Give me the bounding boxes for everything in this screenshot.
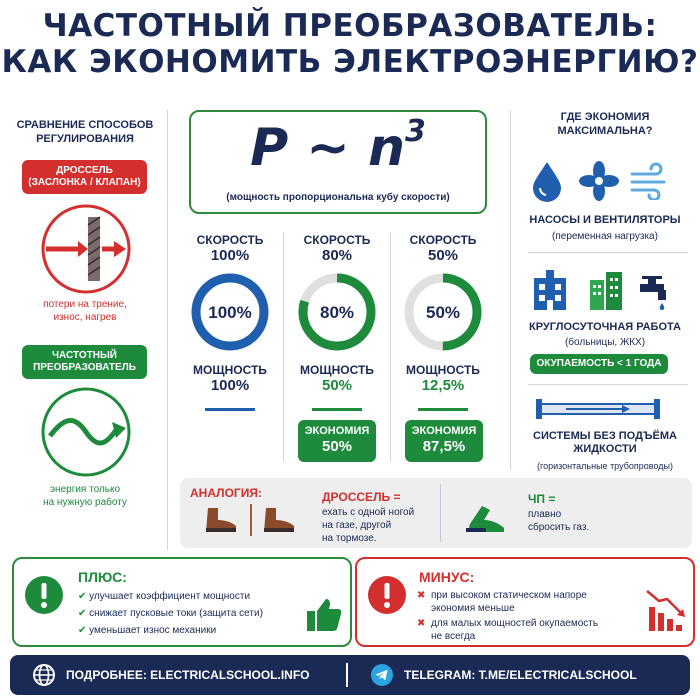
power-title-1: МОЩНОСТЬ	[193, 363, 267, 377]
formula-box	[189, 110, 487, 214]
savings-value-3: 87,5%	[422, 438, 466, 455]
formula-main: P ~ n	[250, 118, 406, 178]
systems-title-line-2: ЖИДКОСТИ	[573, 443, 637, 455]
where-savings-line-1: ГДЕ ЭКОНОМИЯ	[560, 111, 650, 123]
ring-3	[403, 272, 483, 352]
speed-value-1: 100%	[210, 247, 250, 264]
plus-item-2	[78, 607, 263, 620]
page-title	[0, 8, 700, 80]
analogy-vfd-title: ЧП =	[528, 492, 556, 506]
vfd-label-line-1: ЧАСТОТНЫЙ	[52, 350, 117, 361]
divider-left	[167, 110, 168, 550]
ring-1	[190, 272, 270, 352]
hospital-icon	[530, 270, 570, 312]
throttle-losses-line-1: потери на трение,	[43, 299, 127, 310]
city-icon	[586, 268, 628, 312]
power-value-1: 100%	[210, 377, 250, 394]
analogy-throttle-line-3: на тормозе.	[322, 533, 377, 544]
savings-box-2	[298, 420, 376, 462]
telegram-link[interactable]: TELEGRAM: T.ME/ELECTRICALSCHOOL	[404, 668, 637, 682]
formula-caption: (мощность пропорциональна кубу скорости)	[226, 192, 450, 203]
power-value-2: 50%	[321, 377, 353, 394]
ring-3-label: 50%	[425, 303, 461, 322]
comparison-heading-line-1: СРАВНЕНИЕ СПОСОБОВ	[16, 119, 154, 131]
systems-subtitle: (горизонтальные трубопроводы)	[537, 461, 673, 471]
analogy-vfd-line-2: сбросить газ.	[528, 522, 590, 533]
round-clock-subtitle: (больницы, ЖКХ)	[564, 337, 646, 348]
throttle-losses-line-2: износ, нагрев	[53, 312, 117, 323]
analogy-divider	[440, 484, 441, 542]
divider-right	[510, 110, 511, 470]
website-link[interactable]: ПОДРОБНЕЕ: ELECTRICALSCHOOL.INFO	[66, 668, 310, 682]
footer-bar	[10, 655, 690, 695]
divider-col-2	[390, 232, 391, 462]
analogy-throttle-line-1: ехать с одной ногой	[322, 507, 415, 518]
speed-title-1: СКОРОСТЬ	[196, 233, 264, 247]
savings-value-2: 50%	[321, 438, 353, 455]
analogy-throttle-text	[322, 506, 442, 545]
water-drop-icon	[528, 160, 566, 202]
thumbs-up-icon	[304, 595, 344, 635]
fan-icon	[578, 160, 620, 202]
formula-exponent: 3	[405, 113, 426, 149]
title-line-2: КАК ЭКОНОМИТЬ ЭЛЕКТРОЭНЕРГИЮ?	[1, 44, 699, 80]
pumps-title: НАСОСЫ И ВЕНТИЛЯТОРЫ	[529, 214, 681, 226]
footer-divider	[346, 663, 348, 687]
vfd-energy-line-1: энергия только	[49, 484, 121, 495]
minus-item-1-line-2: экономия меньше	[431, 603, 515, 614]
ring-2	[297, 272, 377, 352]
pipeline-icon	[536, 397, 660, 421]
vfd-label-line-2: ПРЕОБРАЗОВАТЕЛЬ	[33, 362, 136, 373]
minus-item-1	[417, 589, 587, 615]
power-label-2	[287, 362, 387, 394]
exclamation-red-icon	[367, 575, 407, 615]
vfd-label	[22, 345, 147, 379]
ring-2-label: 80%	[319, 303, 355, 322]
speed-label-1	[180, 232, 280, 264]
globe-icon	[32, 663, 56, 687]
water-tap-icon	[636, 276, 676, 312]
analogy-vfd-text	[528, 508, 648, 534]
analogy-vfd-line-1: плавно	[528, 509, 562, 520]
minus-item-2-line-2: не всегда	[431, 631, 476, 642]
power-underline-1	[205, 408, 255, 411]
smooth-flow-icon	[40, 386, 132, 478]
minus-box	[355, 557, 695, 647]
where-savings-heading	[520, 110, 690, 138]
throttle-icon	[40, 203, 132, 295]
comparison-heading	[10, 118, 160, 146]
analogy-throttle-line-2: на газе, другой	[322, 520, 392, 531]
savings-box-3	[405, 420, 483, 462]
plus-item-1	[78, 590, 250, 603]
analogy-box	[180, 478, 692, 548]
ring-1-label: 100%	[208, 303, 252, 322]
divider-col-1	[283, 232, 284, 462]
minus-item-2	[417, 617, 598, 643]
throttle-losses	[20, 298, 150, 324]
speed-label-3	[393, 232, 493, 264]
power-value-3: 12,5%	[421, 377, 465, 394]
plus-box	[12, 557, 352, 647]
speed-value-2: 80%	[321, 247, 353, 264]
telegram-icon	[370, 663, 394, 687]
minus-item-2-line-1: для малых мощностей окупаемость	[431, 618, 599, 629]
systems-title	[515, 430, 695, 456]
right-divider-1	[528, 252, 688, 253]
plus-item-3	[78, 624, 216, 637]
declining-chart-icon	[645, 587, 689, 635]
power-title-2: МОЩНОСТЬ	[300, 363, 374, 377]
savings-title-2: ЭКОНОМИЯ	[304, 425, 370, 437]
check-icon: ✔	[78, 625, 87, 636]
speed-label-2	[287, 232, 387, 264]
power-underline-2	[312, 408, 362, 411]
analogy-label: АНАЛОГИЯ:	[190, 486, 262, 500]
plus-title: ПЛЮС:	[78, 569, 127, 585]
check-icon: ✔	[78, 591, 87, 602]
speed-title-3: СКОРОСТЬ	[409, 233, 477, 247]
formula	[191, 113, 485, 178]
throttle-label-line-2: (ЗАСЛОНКА / КЛАПАН)	[28, 177, 141, 188]
shoe-brake-icon	[260, 506, 298, 534]
vfd-energy-line-2: на нужную работу	[43, 497, 127, 508]
minus-item-1-line-1: при высоком статическом напоре	[431, 590, 587, 601]
analogy-throttle-title: ДРОССЕЛЬ =	[322, 490, 401, 504]
plus-item-2-text: снижает пусковые токи (защита сети)	[89, 608, 263, 619]
round-clock-title: КРУГЛОСУТОЧНАЯ РАБОТА	[529, 321, 681, 333]
where-savings-line-2: МАКСИМАЛЬНА?	[557, 125, 653, 137]
wind-icon	[630, 162, 670, 200]
exclamation-green-icon	[24, 575, 64, 615]
systems-title-line-1: СИСТЕМЫ БЕЗ ПОДЪЁМА	[533, 430, 677, 442]
cross-icon: ✖	[417, 618, 426, 629]
savings-title-3: ЭКОНОМИЯ	[411, 425, 477, 437]
power-underline-3	[418, 408, 468, 411]
power-label-3	[393, 362, 493, 394]
power-title-3: МОЩНОСТЬ	[406, 363, 480, 377]
shoe-gas-icon	[202, 506, 240, 534]
plus-item-3-text: уменьшает износ механики	[89, 625, 217, 636]
pumps-subtitle: (переменная нагрузка)	[552, 231, 658, 242]
speed-title-2: СКОРОСТЬ	[303, 233, 371, 247]
minus-title: МИНУС:	[419, 569, 475, 585]
plus-item-1-text: улучшает коэффициент мощности	[89, 591, 251, 602]
pedal-divider	[250, 504, 252, 536]
vfd-energy	[20, 483, 150, 509]
title-line-1: ЧАСТОТНЫЙ ПРЕОБРАЗОВАТЕЛЬ:	[42, 8, 658, 44]
cross-icon: ✖	[417, 590, 426, 601]
throttle-label-line-1: ДРОССЕЛЬ	[56, 165, 113, 176]
comparison-heading-line-2: РЕГУЛИРОВАНИЯ	[36, 133, 134, 145]
foot-pedal-icon	[462, 500, 508, 534]
right-divider-2	[528, 384, 688, 385]
payback-badge: ОКУПАЕМОСТЬ < 1 ГОДА	[530, 354, 668, 374]
throttle-label	[22, 160, 147, 194]
check-icon: ✔	[78, 608, 87, 619]
speed-value-3: 50%	[427, 247, 459, 264]
power-label-1	[180, 362, 280, 394]
